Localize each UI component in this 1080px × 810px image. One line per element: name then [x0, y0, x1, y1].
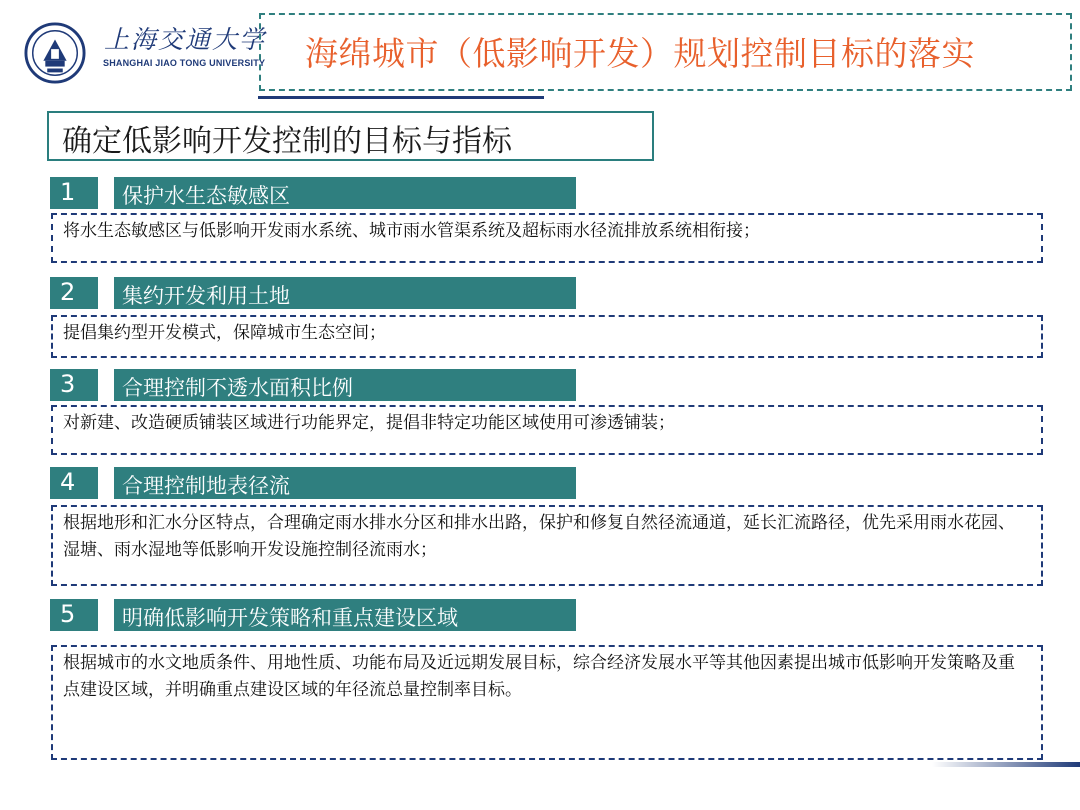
item-5-divider: [98, 599, 114, 631]
item-3-divider: [98, 369, 114, 401]
item-2-header: [50, 277, 576, 309]
item-1-divider: [98, 177, 114, 209]
item-4-label: 合理控制地表径流: [122, 474, 290, 498]
item-3-label: 合理控制不透水面积比例: [122, 376, 353, 400]
item-2-label: 集约开发利用土地: [122, 284, 290, 308]
university-name-cn: 上海交通大学: [104, 25, 267, 54]
university-emblem-icon: [24, 22, 86, 84]
item-1-description: 将水生态敏感区与低影响开发雨水系统、城市雨水管渠系统及超标雨水径流排放系统相衔接；: [51, 213, 1043, 263]
item-3-description: 对新建、改造硬质铺装区域进行功能界定，提倡非特定功能区域使用可渗透铺装；: [51, 405, 1043, 455]
item-4-header: [50, 467, 576, 499]
page-title: 海绵城市（低影响开发）规划控制目标的落实: [305, 34, 975, 73]
item-1-label: 保护水生态敏感区: [122, 184, 290, 208]
item-5-description: 根据城市的水文地质条件、用地性质、功能布局及近远期发展目标，综合经济发展水平等其他因素提出城市低影响开发策略及重点建设区域，并明确重点建设区域的年径流总量控制率目标。: [51, 645, 1043, 760]
item-3-header: [50, 369, 576, 401]
item-3-number: 3: [60, 370, 76, 398]
item-5-label: 明确低影响开发策略和重点建设区域: [122, 606, 458, 630]
item-4-description: 根据地形和汇水分区特点，合理确定雨水排水分区和排水出路，保护和修复自然径流通道，延长汇流路径，优先采用雨水花园、湿塘、雨水湿地等低影响开发设施控制径流雨水；: [51, 505, 1043, 586]
title-underline: [258, 96, 544, 99]
item-2-divider: [98, 277, 114, 309]
item-4-number: 4: [60, 468, 76, 496]
item-1-number: 1: [60, 178, 76, 206]
university-name-en: SHANGHAI JIAO TONG UNIVERSITY: [103, 58, 266, 68]
footer-rule: [932, 762, 1080, 767]
item-2-description: 提倡集约型开发模式，保障城市生态空间；: [51, 315, 1043, 358]
item-5-header: [50, 599, 576, 631]
item-2-number: 2: [60, 278, 76, 306]
item-5-number: 5: [60, 600, 76, 628]
item-4-divider: [98, 467, 114, 499]
section-subtitle: 确定低影响开发控制的目标与指标: [62, 124, 512, 159]
item-1-header: [50, 177, 576, 209]
